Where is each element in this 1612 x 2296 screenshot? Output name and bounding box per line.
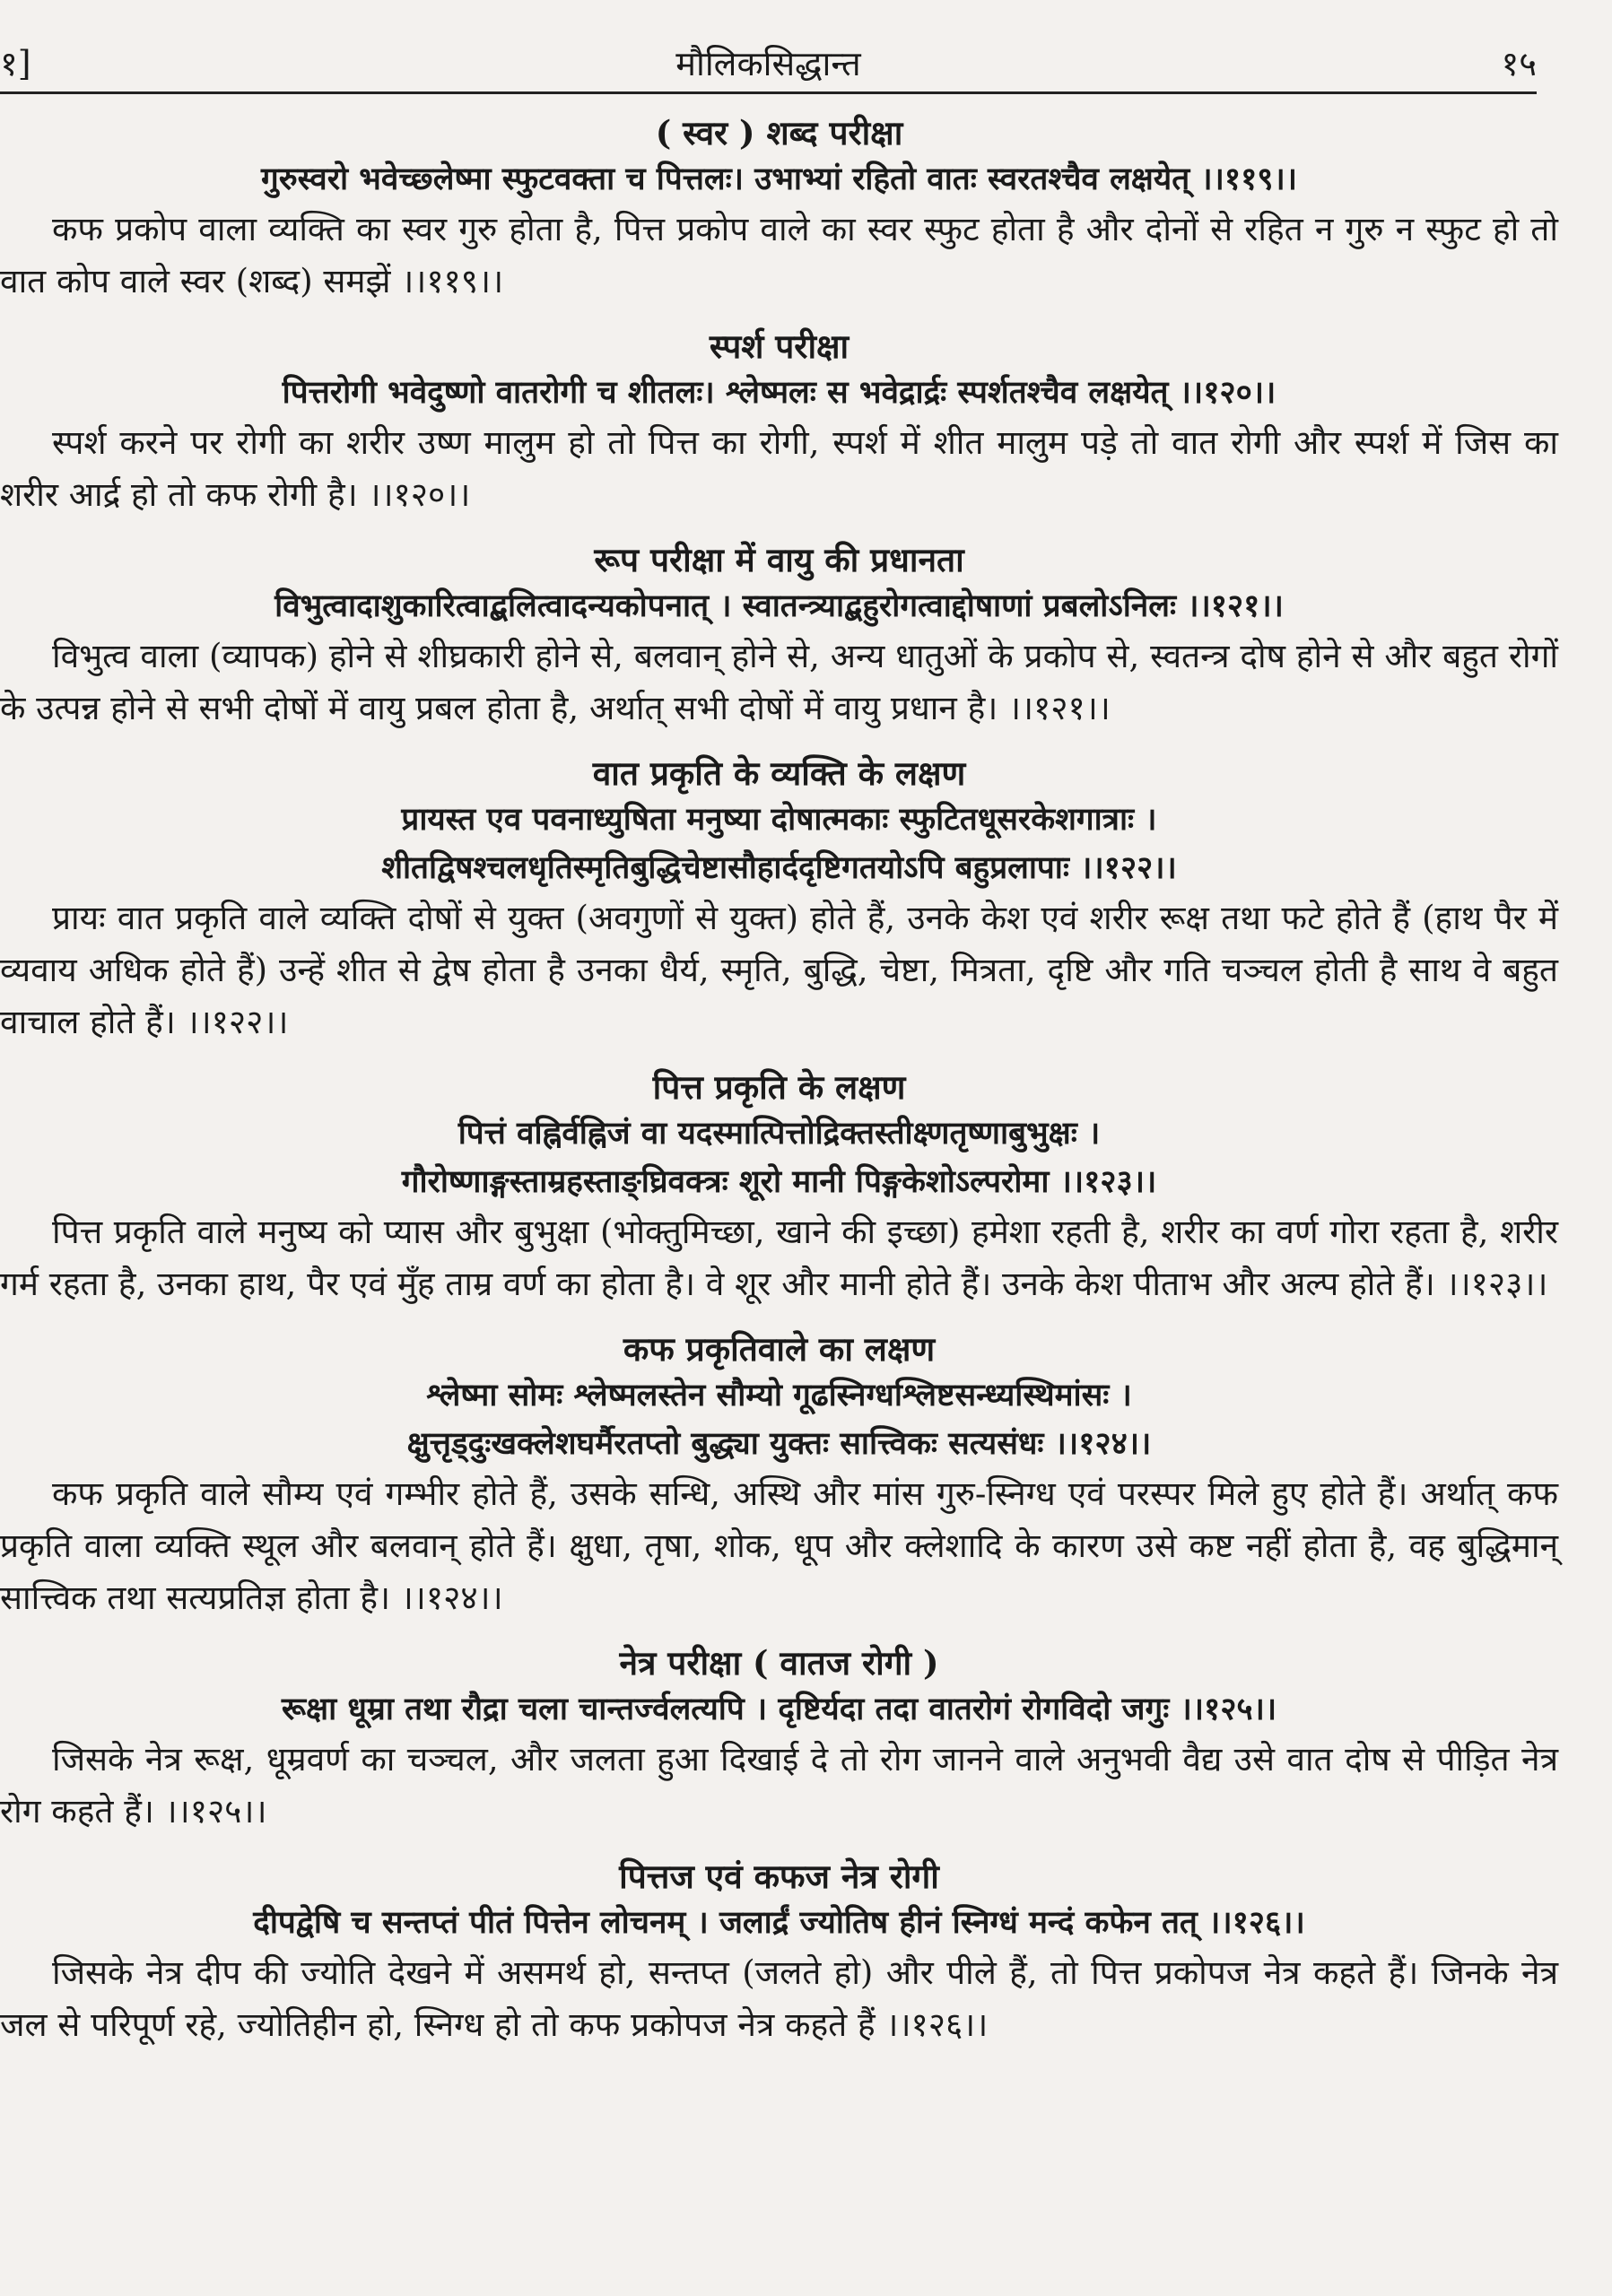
section-heading: नेत्र परीक्षा ( वातज रोगी ) <box>619 1643 939 1683</box>
section-heading: रूप परीक्षा में वायु की प्रधानता <box>594 540 964 579</box>
hindi-explanation: जिसके नेत्र दीप की ज्योति देखने में असमर्थ हो, सन्तप्त (जलते हो) और पीले हैं, तो पित्त प्रकोपज नेत्र कहते हैं। जिनके नेत्र जल से परिपूर्ण रहे, ज्योतिहीन हो, स्निग्ध हो तो कफ प्रकोपज नेत्र कहते हैं ।।१२६।। <box>0 1953 1558 2044</box>
sanskrit-verse: पित्तरोगी भवेदुष्णो वातरोगी च शीतलः। श्लेष्मलः स भवेद्रार्द्रः स्पर्शतश्चैव लक्षयेत् ।।१२०।। <box>282 374 1277 411</box>
section-heading: कफ प्रकृतिवाले का लक्षण <box>623 1329 936 1369</box>
hindi-explanation: स्पर्श करने पर रोगी का शरीर उष्ण मालुम हो तो पित्त का रोगी, स्पर्श में शीत मालुम पड़े तो वात रोगी और स्पर्श में जिस का शरीर आर्द्र हो तो कफ रोगी है। ।।१२०।। <box>0 423 1558 514</box>
sanskrit-verse: विभुत्वादाशुकारित्वाद्बलित्वादन्यकोपनात् । स्वातन्त्र्याद्बहुरोगत्वाद्दोषाणां प्रबलोऽनिलः ।।१२१।। <box>274 587 1284 624</box>
hindi-explanation: जिसके नेत्र रूक्ष, धूम्रवर्ण का चञ्चल, और जलता हुआ दिखाई दे तो रोग जानने वाले अनुभवी वैद्य उसे वात दोष से पीड़ित नेत्र रोग कहते हैं। ।।१२५।। <box>0 1740 1558 1831</box>
running-header <box>0 36 1537 94</box>
page-number: १५ <box>1501 44 1537 83</box>
book-title: मौलिकसिद्धान्त <box>675 44 861 83</box>
section-heading: स्पर्श परीक्षा <box>709 326 850 366</box>
hindi-explanation: कफ प्रकृति वाले सौम्य एवं गम्भीर होते हैं, उसके सन्धि, अस्थि और मांस गुरु-स्निग्ध एवं परस्पर मिले हुए होते हैं। अर्थात् कफ प्रकृति वाला व्यक्ति स्थूल और बलवान् होते हैं। क्षुधा, तृषा, शोक, धूप और क्लेशादि के कारण उसे कष्ट नहीं होता है, वह बुद्धिमान् सात्त्विक तथा सत्यप्रतिज्ञ होता है। ।।१२४।। <box>0 1474 1558 1617</box>
sanskrit-verse-line-1: श्लेष्मा सोमः श्लेष्मलस्तेन सौम्यो गूढस्निग्धश्लिष्टसन्ध्यस्थिमांसः । <box>426 1377 1132 1413</box>
chapter-number: १] <box>0 44 31 83</box>
sanskrit-verse-line-2: गौरोष्णाङ्गस्ताम्रहस्ताङ्घ्रिवक्त्रः शूरो मानी पिङ्गकेशोऽल्परोमा ।।१२३।। <box>401 1163 1157 1200</box>
hindi-explanation: कफ प्रकोप वाला व्यक्ति का स्वर गुरु होता है, पित्त प्रकोप वाले का स्वर स्फुट होता है और दोनों से रहित न गुरु न स्फुट हो तो वात कोप वाले स्वर (शब्द) समझें ।।११९।। <box>0 210 1558 300</box>
hindi-explanation: विभुत्व वाला (व्यापक) होने से शीघ्रकारी होने से, बलवान् होने से, अन्य धातुओं के प्रकोप से, स्वतन्त्र दोष होने से और बहुत रोगों के उत्पन्न होने से सभी दोषों में वायु प्रबल होता है, अर्थात् सभी दोषों में वायु प्रधान है। ।।१२१।। <box>0 637 1558 727</box>
sanskrit-verse: रूक्षा धूम्रा तथा रौद्रा चला चान्तर्ज्वलत्यपि । दृष्टिर्यदा तदा वातरोगं रोगविदो जगुः ।।१२५।। <box>281 1691 1277 1727</box>
hindi-explanation: पित्त प्रकृति वाले मनुष्य को प्यास और बुभुक्षा (भोक्तुमिच्छा, खाने की इच्छा) हमेशा रहती है, शरीर का वर्ण गोरा रहता है, शरीर गर्म रहता है, उनका हाथ, पैर एवं मुँह ताम्र वर्ण का होता है। वे शूर और मानी होते हैं। उनके केश पीताभ और अल्प होते हैं। ।।१२३।। <box>0 1213 1558 1303</box>
section-heading: पित्त प्रकृति के लक्षण <box>652 1067 906 1107</box>
sanskrit-verse-line-2: क्षुत्तृड्दुःखक्लेशघर्मैरतप्तो बुद्ध्या युक्तः सात्त्विकः सत्यसंधः ।।१२४।। <box>406 1425 1152 1462</box>
sanskrit-verse-line-1: पित्तं वह्निर्वह्निजं वा यदस्मात्पित्तोद्रिक्तस्तीक्ष्णतृष्णाबुभुक्षः । <box>457 1115 1101 1152</box>
section-heading: वात प्रकृति के व्यक्ति के लक्षण <box>592 753 966 793</box>
sanskrit-verse: गुरुस्वरो भवेच्छ्लेष्मा स्फुटवक्ता च पित्तलः। उभाभ्यां रहितो वातः स्वरतश्चैव लक्षयेत् ।।११९।। <box>260 161 1298 197</box>
section-heading: ( स्वर ) शब्द परीक्षा <box>655 113 903 152</box>
page-content <box>0 110 1558 2051</box>
hindi-explanation: प्रायः वात प्रकृति वाले व्यक्ति दोषों से युक्त (अवगुणों से युक्त) होते हैं, उनके केश एवं शरीर रूक्ष तथा फटे होते हैं (हाथ पैर में व्यवाय अधिक होते हैं) उन्हें शीत से द्वेष होता है उनका धैर्य, स्मृति, बुद्धि, चेष्टा, मित्रता, दृष्टि और गति चञ्चल होती है साथ वे बहुत वाचाल होते हैं। ।।१२२।। <box>0 899 1558 1041</box>
section-heading: पित्तज एवं कफज नेत्र रोगी <box>619 1857 939 1896</box>
sanskrit-verse-line-2: शीतद्विषश्चलधृतिस्मृतिबुद्धिचेष्टासौहार्ददृष्टिगतयोऽपि बहुप्रलापाः ।।१२२।। <box>381 849 1177 886</box>
sanskrit-verse: दीपद्वेषि च सन्तप्तं पीतं पित्तेन लोचनम् । जलार्द्रं ज्योतिष हीनं स्निग्धं मन्दं कफेन तत् ।।१२६।। <box>253 1904 1305 1941</box>
sanskrit-verse-line-1: प्रायस्त एव पवनाध्युषिता मनुष्या दोषात्मकाः स्फुटितधूसरकेशगात्राः । <box>401 801 1157 838</box>
